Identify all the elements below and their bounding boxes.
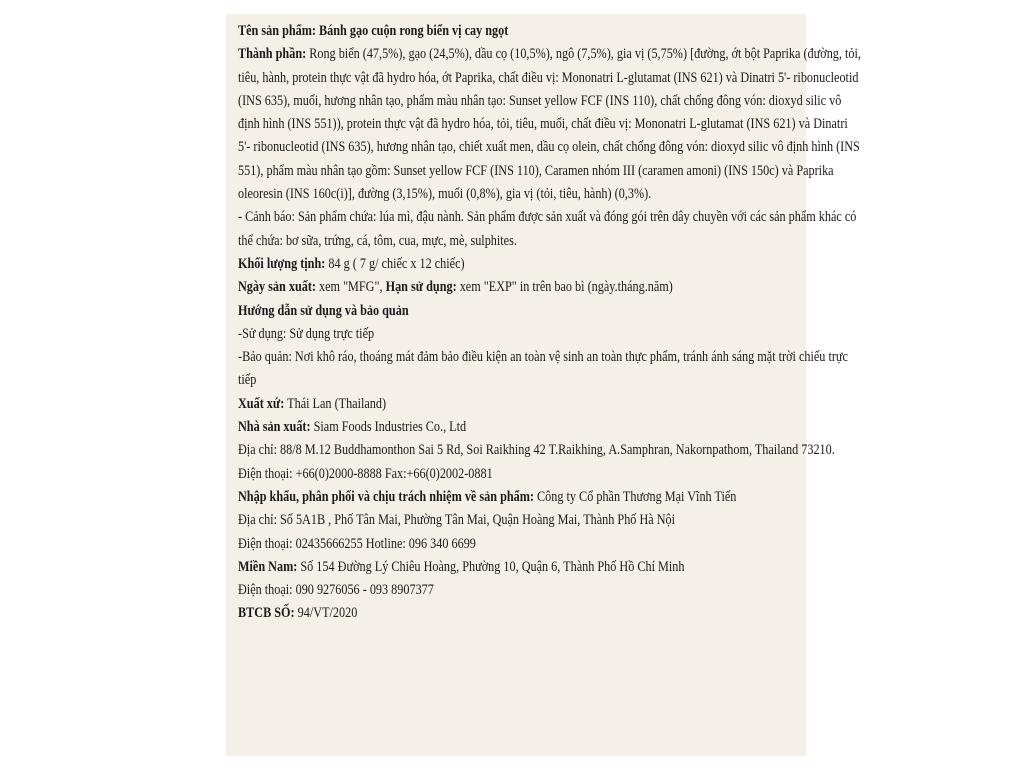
label-line xyxy=(238,323,798,346)
label-line xyxy=(238,463,798,486)
field-text: 84 g ( 7 g/ chiếc x 12 chiếc) xyxy=(325,255,465,272)
field-text: xem "EXP" in trên bao bì (ngày.tháng.năm) xyxy=(456,279,673,296)
label-line xyxy=(238,43,861,66)
field-text: xem "MFG", xyxy=(315,279,386,296)
label-line xyxy=(238,300,798,323)
label-line xyxy=(238,183,798,206)
label-text xyxy=(238,20,861,626)
label-line xyxy=(238,20,798,43)
label-line xyxy=(238,579,798,602)
label-line xyxy=(238,160,834,183)
field-text: Công ty Cổ phần Thương Mại Vĩnh Tiến xyxy=(533,488,737,505)
field-text: Địa chỉ: 88/8 M.12 Buddhamonthon Sai 5 Rd, Soi Raikhing 42 T.Raikhing, A.Samphran, Nakornpathom, Thailand 73210. xyxy=(238,442,835,459)
field-heading: Nhập khẩu, phân phối và chịu trách nhiệm về sản phẩm: xyxy=(238,488,534,505)
field-heading: Miền Nam: xyxy=(238,558,298,575)
field-text: thể chứa: bơ sữa, trứng, cá, tôm, cua, mực, mè, sulphites. xyxy=(238,232,517,249)
field-text: định hình (INS 551)), protein thực vật đã hydro hóa, tỏi, tiêu, muối, chất điều vị: Mononatri L-glutamat (INS 621) và Dinatri xyxy=(238,116,848,133)
field-text: Điện thoại: 02435666255 Hotline: 096 340 6699 xyxy=(238,535,476,552)
field-text: (INS 635), muối, hương nhân tạo, phẩm màu nhân tạo: Sunset yellow FCF (INS 110), chất chống đông vón: dioxyd silic vô xyxy=(238,92,842,109)
field-text: 551), phẩm màu nhân tạo gồm: Sunset yellow FCF (INS 110), Caramen nhóm III (caramen amoni) (INS 150c) và Paprika xyxy=(238,162,834,179)
label-line xyxy=(238,230,798,253)
field-text: Bánh gạo cuộn rong biển vị cay ngọt xyxy=(315,23,509,39)
label-line xyxy=(238,253,798,276)
field-text: Thái Lan (Thailand) xyxy=(284,395,387,412)
field-heading: Hạn sử dụng: xyxy=(385,279,457,296)
field-text: Điện thoại: 090 9276056 - 093 8907377 xyxy=(238,582,434,599)
label-line xyxy=(238,136,860,159)
field-heading: Khối lượng tịnh: xyxy=(238,255,326,272)
label-line xyxy=(238,90,842,113)
field-text: oleoresin (INS 160c(i)], đường (3,15%), muối (0,8%), gia vị (tỏi, tiêu, hành) (0,3%). xyxy=(238,186,652,203)
label-line xyxy=(238,486,798,509)
label-line xyxy=(238,369,798,392)
label-line xyxy=(238,393,798,416)
field-text: Siam Foods Industries Co., Ltd xyxy=(310,419,467,436)
field-text: -Bảo quản: Nơi khô ráo, thoáng mát đảm bảo điều kiện an toàn vệ sinh an toàn thực phẩm, tránh ánh sáng mặt trời chiếu trực xyxy=(238,349,848,366)
field-text: 5'- ribonucleotid (INS 635), hương nhân tạo, chiết xuất men, dầu cọ olein, chất chống đông vón: dioxyd silic vô định hình (INS xyxy=(238,139,860,156)
label-line xyxy=(238,509,798,532)
field-text: Số 154 Đường Lý Chiêu Hoàng, Phường 10, Quận 6, Thành Phố Hồ Chí Minh xyxy=(297,558,685,575)
label-line xyxy=(238,346,848,369)
field-text: Điện thoại: +66(0)2000-8888 Fax:+66(0)2002-0881 xyxy=(238,465,493,482)
field-heading: Xuất xứ: xyxy=(238,395,285,412)
field-text: Địa chỉ: Số 5A1B , Phố Tân Mai, Phường Tân Mai, Quận Hoàng Mai, Thành Phố Hà Nội xyxy=(238,512,676,529)
label-line xyxy=(238,276,798,299)
field-text: -Sử dụng: Sử dụng trực tiếp xyxy=(238,325,375,342)
field-text: 94/VT/2020 xyxy=(294,605,358,622)
field-text: tiêu, hành, protein thực vật đã hydro hóa, ớt Paprika, chất điều vị: Mononatri L-glutamat (INS 621) và Dinatri 5'- ribonucleotid xyxy=(238,69,859,86)
label-line xyxy=(238,416,798,439)
label-line xyxy=(238,602,798,625)
field-heading: Nhà sản xuất: xyxy=(238,419,311,436)
label-line xyxy=(238,533,798,556)
field-text: - Cảnh báo: Sản phẩm chứa: lúa mì, đậu nành. Sản phẩm được sản xuất và đóng gói trên dây chuyền với các sản phẩm khác có xyxy=(238,209,857,226)
field-heading: Thành phần: xyxy=(238,46,307,63)
field-heading: Tên sản phẩm: xyxy=(238,23,316,39)
field-text: Rong biển (47,5%), gạo (24,5%), dầu cọ (10,5%), ngô (7,5%), gia vị (5,75%) [đường, ớt bột Paprika (đường, tỏi, xyxy=(306,46,861,63)
label-line xyxy=(238,206,857,229)
label-line xyxy=(238,67,859,90)
field-heading: Hướng dẫn sử dụng và bảo quản xyxy=(238,302,409,319)
label-line xyxy=(238,556,798,579)
field-heading: Ngày sản xuất: xyxy=(238,279,316,296)
field-text: tiếp xyxy=(238,372,257,389)
field-heading: BTCB SỐ: xyxy=(238,605,295,622)
label-line xyxy=(238,113,848,136)
label-line xyxy=(238,439,835,462)
